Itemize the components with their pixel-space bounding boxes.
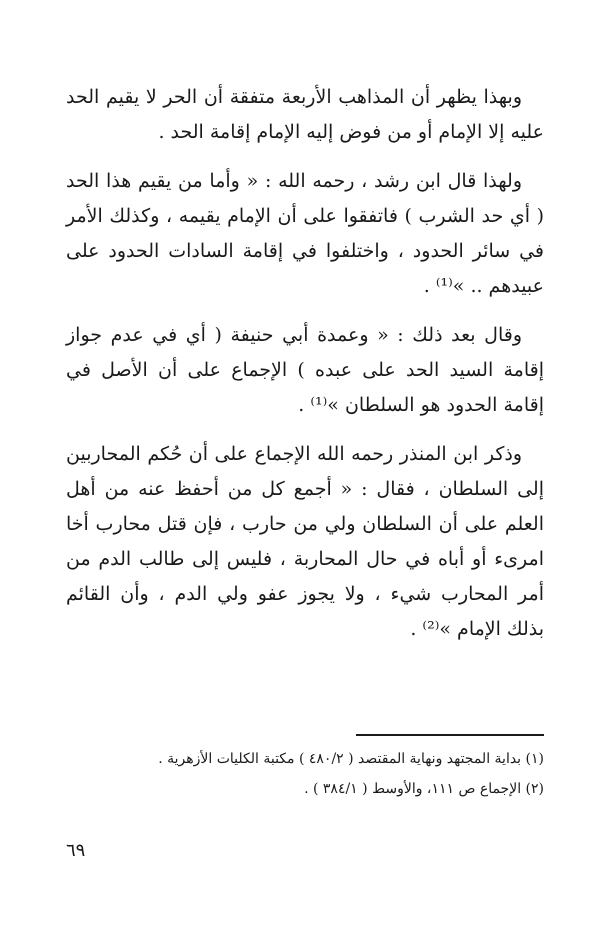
main-text <box>66 80 544 661</box>
paragraph-1: وبهذا يظهر أن المذاهب الأربعة متفقة أن الحر لا يقيم الحد عليه إلا الإمام أو من فوض إليه الإمام إقامة الحد . <box>66 86 544 143</box>
page-number: ٦٩ <box>66 840 86 861</box>
footnote-separator <box>356 734 544 736</box>
paragraph-2: ولهذا قال ابن رشد ، رحمه الله : « وأما من يقيم هذا الحد ( أي حد الشرب ) فاتفقوا على أن الإمام يقيمه ، وكذلك الأمر في سائر الحدود ، واختلفوا في إقامة السادات الحدود على عبيدهم .. »⁽¹⁾ . <box>66 170 544 297</box>
paragraph-3: وقال بعد ذلك : « وعمدة أبي حنيفة ( أي في عدم جواز إقامة السيد الحد على عبده ) الإجماع على أن الأصل في إقامة الحدود هو السلطان »⁽¹⁾ . <box>66 324 544 416</box>
footnote-1: (١) بداية المجتهد ونهاية المقتصد ( ٤٨٠/٢ ) مكتبة الكليات الأزهرية . <box>158 751 544 767</box>
footnotes <box>66 744 544 804</box>
paragraph-4: وذكر ابن المنذر رحمه الله الإجماع على أن حُكم المحاربين إلى السلطان ، فقال : « أجمع كل من أحفظ عنه من أهل العلم على أن السلطان ولي من حارب ، فإن قتل محارب أخا امرىء أو أباه في حال المحاربة ، فليس إلى طالب الدم من أمر المحارب شيء ، ولا يجوز عفو ولي الدم ، وأن القائم بذلك الإمام »⁽²⁾ . <box>66 443 544 640</box>
footnote-2: (٢) الإجماع ص ١١١، والأوسط ( ٣٨٤/١ ) . <box>304 781 544 797</box>
